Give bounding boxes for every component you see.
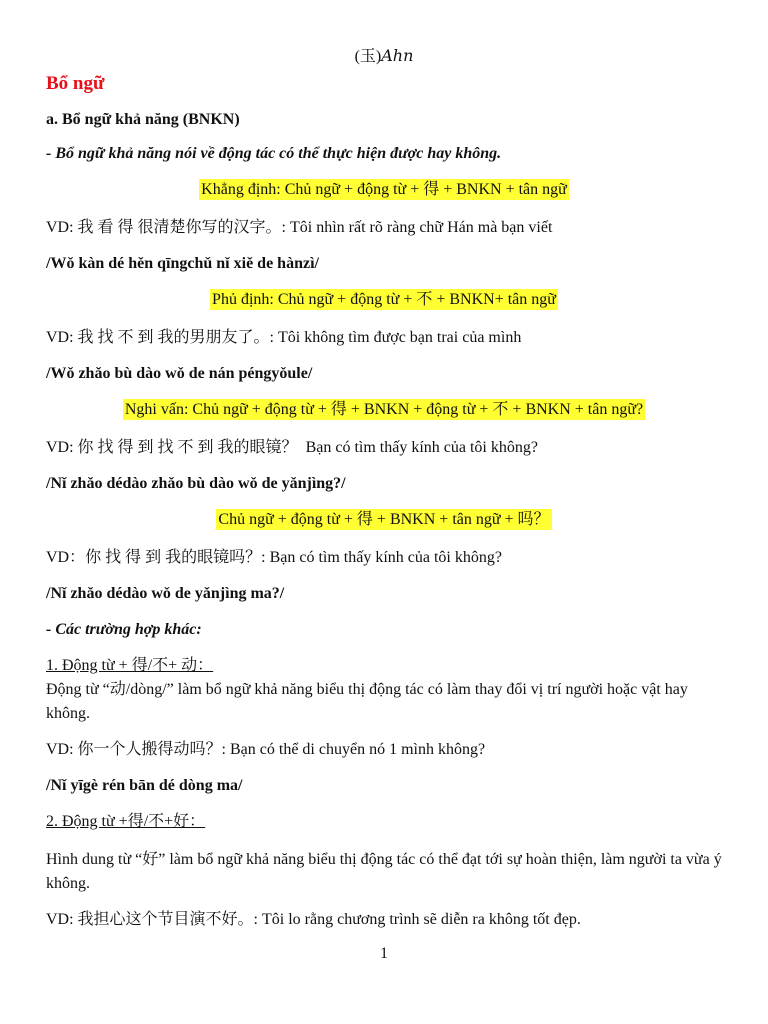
example-3 bbox=[46, 436, 722, 460]
example-3-chinese: VD: 你 找 得 到 找 不 到 我的眼镜？ bbox=[46, 439, 298, 456]
page-number: 1 bbox=[380, 945, 388, 962]
example-2-chinese: VD: 我 找 不 到 我的男朋友了。: bbox=[46, 329, 279, 346]
case-1-description: Động từ “动/dòng/” làm bổ ngữ khả năng biểu thị động tác có làm thay đổi vị trí người hoặc vật hay không. bbox=[46, 681, 688, 722]
example-2-vietnamese: Tôi không tìm được bạn trai của mình bbox=[278, 329, 522, 346]
example-4-chinese: VD：你 找 得 到 我的眼镜吗？: bbox=[46, 549, 270, 566]
page-header bbox=[46, 44, 722, 69]
formula-question bbox=[46, 398, 722, 422]
formula-question-text: Nghi vấn: Chủ ngữ + động từ + 得 + BNKN + động từ + 不 + BNKN + tân ngữ? bbox=[124, 401, 644, 418]
example-1-pinyin: /Wǒ kàn dé hěn qīngchǔ nǐ xiě de hànzì/ bbox=[46, 255, 319, 272]
example-1-chinese: VD: 我 看 得 很清楚你写的汉字。: bbox=[46, 219, 291, 236]
case-2-example: VD: 我担心这个节目演不好。: Tôi lo rằng chương trình sẽ diễn ra không tốt đẹp. bbox=[46, 911, 581, 928]
example-4 bbox=[46, 546, 722, 570]
formula-affirmative-text: Khẳng định: Chủ ngữ + động từ + 得 + BNKN + tân ngữ bbox=[201, 181, 567, 198]
formula-question-ma bbox=[46, 508, 722, 532]
case-1-heading-text: 1. Động từ + 得/不+ 动： bbox=[46, 657, 214, 674]
case-1-example: VD: 你一个人搬得动吗？: Bạn có thể di chuyển nó 1 mình không? bbox=[46, 741, 486, 758]
case-2-heading bbox=[46, 810, 722, 834]
section-a-description: - Bổ ngữ khả năng nói về động tác có thể thực hiện được hay không. bbox=[46, 145, 502, 162]
formula-negative bbox=[46, 288, 722, 312]
example-4-vietnamese: Bạn có tìm thấy kính của tôi không? bbox=[269, 549, 502, 566]
header-name: Ahn bbox=[381, 46, 414, 65]
case-2-heading-text: 2. Động từ +得/不+好： bbox=[46, 813, 206, 830]
formula-negative-text: Phủ định: Chủ ngữ + động từ + 不 + BNKN+ tân ngữ bbox=[212, 291, 556, 308]
case-1-pinyin: /Nǐ yīgè rén bān dé dòng ma/ bbox=[46, 777, 243, 794]
formula-affirmative bbox=[46, 178, 722, 202]
example-3-pinyin: /Nǐ zhǎo dédào zhǎo bù dào wǒ de yǎnjìng?/ bbox=[46, 475, 346, 492]
header-mark: (玉) bbox=[354, 48, 382, 65]
formula-question-ma-text: Chủ ngữ + động từ + 得 + BNKN + tân ngữ + 吗？ bbox=[218, 511, 550, 528]
example-3-vietnamese: Bạn có tìm thấy kính của tôi không? bbox=[305, 439, 538, 456]
section-a-heading: a. Bổ ngữ khả năng (BNKN) bbox=[46, 111, 240, 128]
case-2-description: Hình dung từ “好” làm bổ ngữ khả năng biểu thị động tác có thể đạt tới sự hoàn thiện, làm người ta vừa ý không. bbox=[46, 851, 722, 892]
example-2 bbox=[46, 326, 722, 350]
example-2-pinyin: /Wǒ zhǎo bù dào wǒ de nán péngyǒule/ bbox=[46, 365, 313, 382]
example-1 bbox=[46, 216, 722, 240]
other-cases-heading: - Các trường hợp khác: bbox=[46, 621, 202, 638]
page-title: Bổ ngữ bbox=[46, 73, 105, 94]
case-1-heading bbox=[46, 654, 722, 678]
example-1-vietnamese: Tôi nhìn rất rõ ràng chữ Hán mà bạn viết bbox=[290, 219, 553, 236]
example-4-pinyin: /Nǐ zhǎo dédào wǒ de yǎnjìng ma?/ bbox=[46, 585, 285, 602]
